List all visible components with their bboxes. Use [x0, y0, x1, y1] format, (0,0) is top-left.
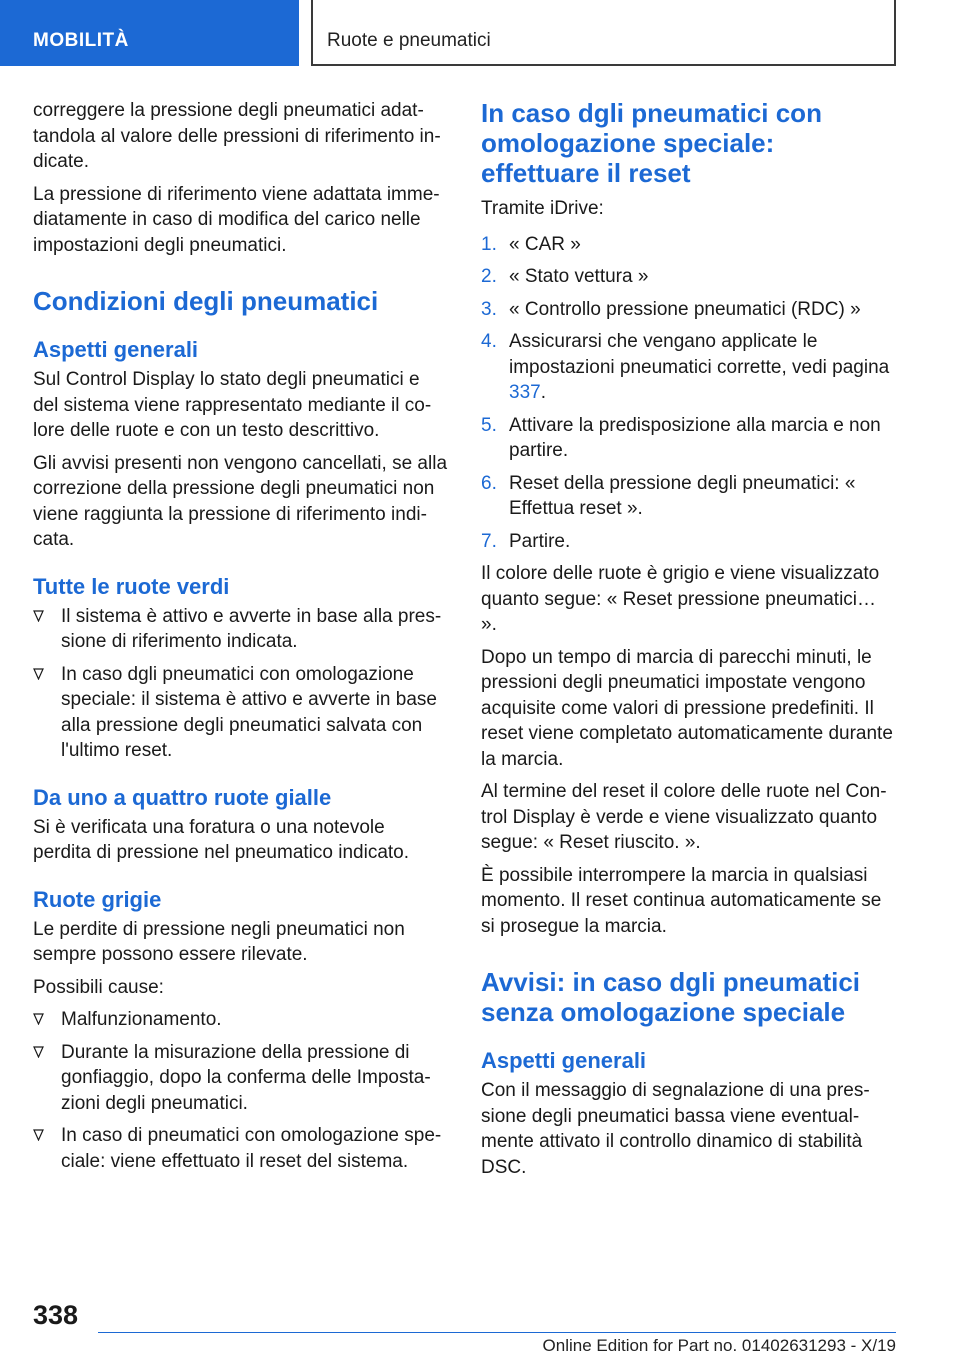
- reset-steps-list: [481, 232, 895, 555]
- grigie-list: [33, 1007, 447, 1174]
- list-item-text: In caso di pneumatici con omologazione speciale: viene effettuato il reset del sistema.: [61, 1125, 442, 1172]
- section-title: MOBILITÀ: [0, 0, 299, 66]
- page-number: 338: [33, 1300, 79, 1330]
- footer-divider: [98, 1332, 896, 1333]
- triangle-bullet-icon: [33, 1013, 44, 1025]
- after-steps-paragraph-3: Al termine del reset il colore delle ruote nel Control Display è verde e viene visualizzato quanto segue: « Reset riuscito. ».: [481, 781, 887, 853]
- heading-reset: In caso dgli pneumatici con omologazione speciale: effettuare il reset: [481, 98, 822, 188]
- chapter-title: Ruote e pneumatici: [311, 0, 896, 66]
- heading-aspetti-generali: Aspetti generali: [33, 337, 199, 362]
- step-text: « CAR »: [509, 233, 581, 255]
- step-number: 3.: [481, 298, 497, 320]
- step-text: Reset della pressione degli pneumatici: « Effettua reset ».: [509, 472, 856, 519]
- grigie-paragraph-2: Possibili cause:: [33, 976, 164, 998]
- step-number: 7.: [481, 530, 497, 552]
- list-item: [481, 232, 895, 258]
- heading-aspetti-generali-2: Aspetti generali: [481, 1048, 647, 1073]
- triangle-bullet-icon: [33, 1046, 44, 1058]
- page-reference-link[interactable]: 337: [509, 382, 541, 403]
- list-item-text: Durante la misurazione della pressione di gonfiaggio, dopo la conferma delle Impostazioni degli pneumatici.: [61, 1041, 431, 1114]
- step-text: « Stato vettura »: [509, 266, 649, 287]
- list-item: [33, 604, 447, 655]
- triangle-bullet-icon: [33, 1129, 44, 1141]
- step-text: Partire.: [509, 530, 571, 552]
- list-item-text: In caso dgli pneumatici con omologazione speciale: il sistema è attivo e avverte in base alla pressione degli pneumatici salvata con l'ultimo reset.: [61, 663, 437, 761]
- list-item: [33, 662, 447, 764]
- heading-ruote-verdi: Tutte le ruote verdi: [33, 573, 230, 599]
- list-item: [481, 471, 895, 522]
- intro-paragraph-1: correggere la pressione degli pneumatici adattandola al valore delle pressioni di riferimento indicate.: [33, 100, 441, 172]
- tramite-text: Tramite iDrive:: [481, 198, 604, 219]
- list-item: [33, 1040, 447, 1117]
- verdi-list: [33, 604, 447, 764]
- step-text: Attivare la predisposizione alla marcia e non partire.: [509, 414, 881, 461]
- list-item-text: Malfunzionamento.: [61, 1009, 222, 1030]
- triangle-bullet-icon: [33, 610, 44, 622]
- list-item: [481, 413, 895, 464]
- intro-paragraph-2: La pressione di riferimento viene adattata immediatamente in caso di modifica del carico nelle impostazioni degli pneumatici.: [33, 183, 440, 256]
- step-text-end: .: [540, 382, 546, 403]
- step-number: 5.: [481, 414, 497, 436]
- step-number: 6.: [481, 472, 497, 494]
- left-column: [33, 98, 447, 1182]
- after-steps-paragraph-4: È possibile interrompere la marcia in qualsiasi momento. Il reset continua automaticamente se si prosegue la marcia.: [481, 864, 882, 937]
- aspetti-paragraph-1: Sul Control Display lo stato degli pneumatici e del sistema viene rappresentato mediante il colore delle ruote e con un testo descrittivo.: [33, 369, 432, 441]
- heading-condizioni: Condizioni degli pneumatici: [33, 286, 379, 316]
- after-steps-paragraph-1: Il colore delle ruote è grigio e viene visualizzato quanto segue: « Reset pressione pneumatici… ».: [481, 563, 880, 635]
- step-number: 1.: [481, 233, 497, 255]
- aspetti-paragraph-2: Gli avvisi presenti non vengono cancellati, se alla correzione della pressione degli pneumatici non viene raggiunta la pressione di riferimento indicata.: [33, 452, 448, 550]
- grigie-paragraph-1: Le perdite di pressione negli pneumatici non sempre possono essere rilevate.: [33, 918, 405, 965]
- list-item: [33, 1123, 447, 1174]
- list-item: [481, 297, 895, 323]
- list-item-text: Il sistema è attivo e avverte in base alla pressione di riferimento indicata.: [61, 605, 442, 652]
- after-steps-paragraph-2: Dopo un tempo di marcia di parecchi minuti, le pressioni degli pneumatici impostate vengono acquisite come valori di pressione predefiniti. Il reset viene completato automaticamente durante la marcia.: [481, 646, 893, 770]
- heading-avvisi: Avvisi: in caso dgli pneumatici senza omologazione speciale: [481, 967, 861, 1027]
- step-text: Assicurarsi che vengano applicate le impostazioni pneumatici corrette, vedi pagina: [509, 331, 890, 378]
- page-header: [0, 0, 960, 66]
- list-item: [33, 1007, 447, 1033]
- right-column: [481, 98, 895, 1187]
- step-text: « Controllo pressione pneumatici (RDC) »: [509, 298, 861, 320]
- list-item: [481, 329, 895, 406]
- aspetti2-paragraph: Con il messaggio di segnalazione di una pressione degli pneumatici bassa viene eventualmente attivato il controllo dinamico di stabilità DSC.: [481, 1080, 870, 1178]
- step-number: 2.: [481, 266, 497, 287]
- triangle-bullet-icon: [33, 668, 44, 680]
- heading-ruote-gialle: Da uno a quattro ruote gialle: [33, 784, 332, 810]
- gialle-paragraph: Si è verificata una foratura o una notevole perdita di pressione nel pneumatico indicato.: [33, 816, 410, 863]
- heading-ruote-grigie: Ruote grigie: [33, 886, 162, 912]
- list-item: [481, 529, 895, 555]
- step-number: 4.: [481, 331, 497, 352]
- list-item: [481, 264, 895, 290]
- footer-edition: Online Edition for Part no. 01402631293 - X/19: [542, 1336, 896, 1355]
